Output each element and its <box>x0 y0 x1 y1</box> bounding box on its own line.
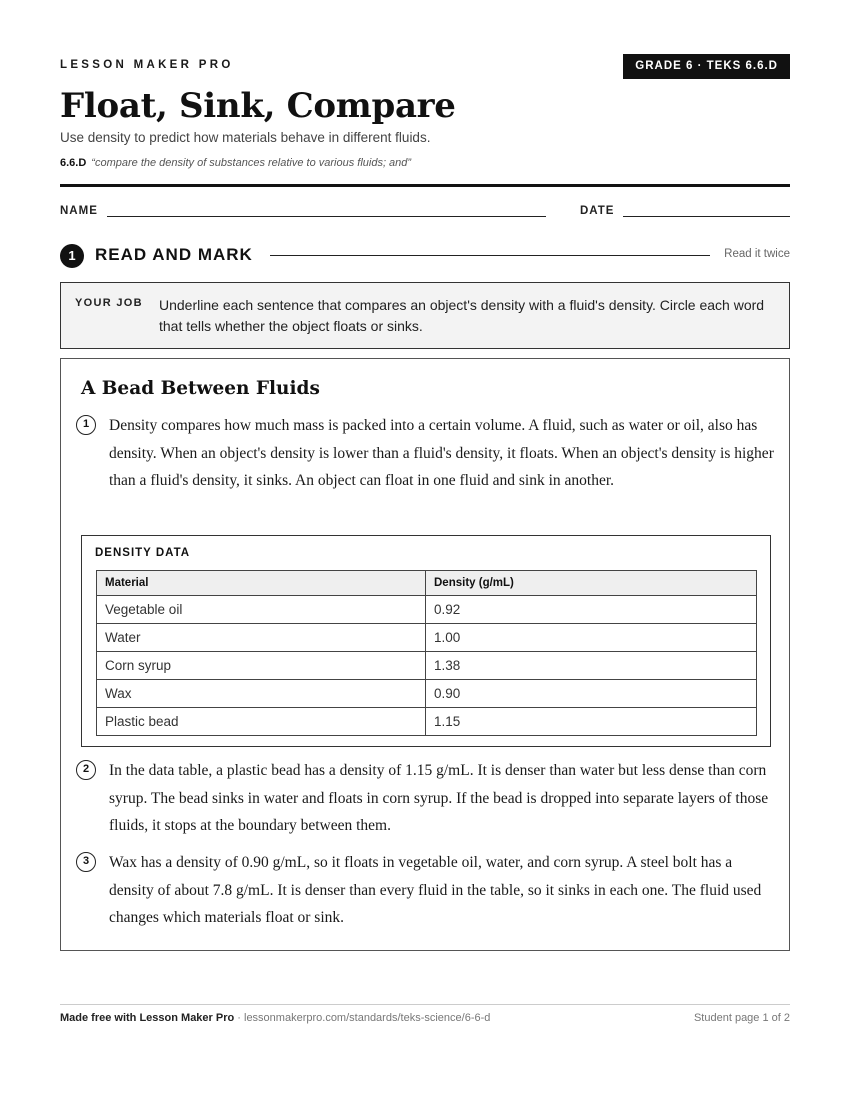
standard-code: 6.6.D <box>60 157 87 169</box>
section-number: 1 <box>60 244 84 268</box>
footer-made-with: Made free with Lesson Maker Pro <box>60 1012 235 1024</box>
table-cell: 1.00 <box>426 624 757 652</box>
job-text: Underline each sentence that compares an object's density with a fluid's density. Circle each word that tells whether the object floats or sinks. <box>159 297 765 334</box>
table-row <box>97 652 757 680</box>
section-divider <box>270 255 710 256</box>
density-data-box <box>81 535 771 747</box>
header-divider <box>60 184 790 187</box>
table-row <box>97 680 757 708</box>
table-cell: Vegetable oil <box>97 596 426 624</box>
footer-divider <box>60 1004 790 1005</box>
table-row <box>97 624 757 652</box>
table-cell: Corn syrup <box>97 652 426 680</box>
job-box <box>60 282 790 349</box>
date-line[interactable] <box>623 216 790 217</box>
reading-passage <box>60 358 790 951</box>
section-title: READ AND MARK <box>95 245 253 264</box>
table-cell: 1.15 <box>426 708 757 736</box>
table-row <box>97 596 757 624</box>
paragraph[interactable]: Wax has a density of 0.90 g/mL, so it floats in vegetable oil, water, and corn syrup. A steel bolt has a density of about 7.8 g/mL. It is denser than every fluid in the table, so it sinks in each one. The fluid used changes which materials float or sink. <box>109 854 762 926</box>
name-label: NAME <box>60 205 98 217</box>
standard-text: “compare the density of substances relative to various fluids; and” <box>91 157 412 169</box>
table-cell: 1.38 <box>426 652 757 680</box>
job-label: YOUR JOB <box>75 297 143 309</box>
table-cell: Wax <box>97 680 426 708</box>
table-cell: Water <box>97 624 426 652</box>
footer-credit <box>60 1012 490 1024</box>
grade-badge: GRADE 6 · TEKS 6.6.D <box>623 54 790 79</box>
table-cell: 0.92 <box>426 596 757 624</box>
table-header-row <box>97 571 757 596</box>
date-label: DATE <box>580 205 615 217</box>
brand: LESSON MAKER PRO <box>60 59 234 71</box>
footer-url[interactable]: lessonmakerpro.com/standards/teks-science/6-6-d <box>244 1012 491 1024</box>
footer-separator: · <box>234 1012 244 1024</box>
table-row <box>97 708 757 736</box>
density-data-title: DENSITY DATA <box>95 547 191 559</box>
standard <box>60 157 411 169</box>
footer-page-number: Student page 1 of 2 <box>693 1012 790 1024</box>
section-hint: Read it twice <box>724 248 790 260</box>
paragraph-number: 3 <box>76 852 96 872</box>
reading-title: A Bead Between Fluids <box>81 378 320 399</box>
name-line[interactable] <box>107 216 546 217</box>
column-header-density: Density (g/mL) <box>426 571 757 596</box>
paragraph[interactable]: Density compares how much mass is packed into a certain volume. A fluid, such as water or oil, also has density. When an object's density is lower than a fluid's density, it floats. When an object's density is higher than a fluid's density, it sinks. An object can float in one fluid and sink in another. <box>109 417 774 489</box>
column-header-material: Material <box>97 571 426 596</box>
paragraph-number: 2 <box>76 760 96 780</box>
paragraph[interactable]: In the data table, a plastic bead has a density of 1.15 g/mL. It is denser than water but less dense than corn syrup. The bead sinks in water and floats in corn syrup. If the bead is dropped into separate layers of those fluids, it stops at the boundary between them. <box>109 762 769 834</box>
paragraph-number: 1 <box>76 415 96 435</box>
table-cell: Plastic bead <box>97 708 426 736</box>
page-subtitle: Use density to predict how materials behave in different fluids. <box>60 130 431 145</box>
density-table <box>96 570 757 736</box>
page-title: Float, Sink, Compare <box>60 86 456 126</box>
table-cell: 0.90 <box>426 680 757 708</box>
